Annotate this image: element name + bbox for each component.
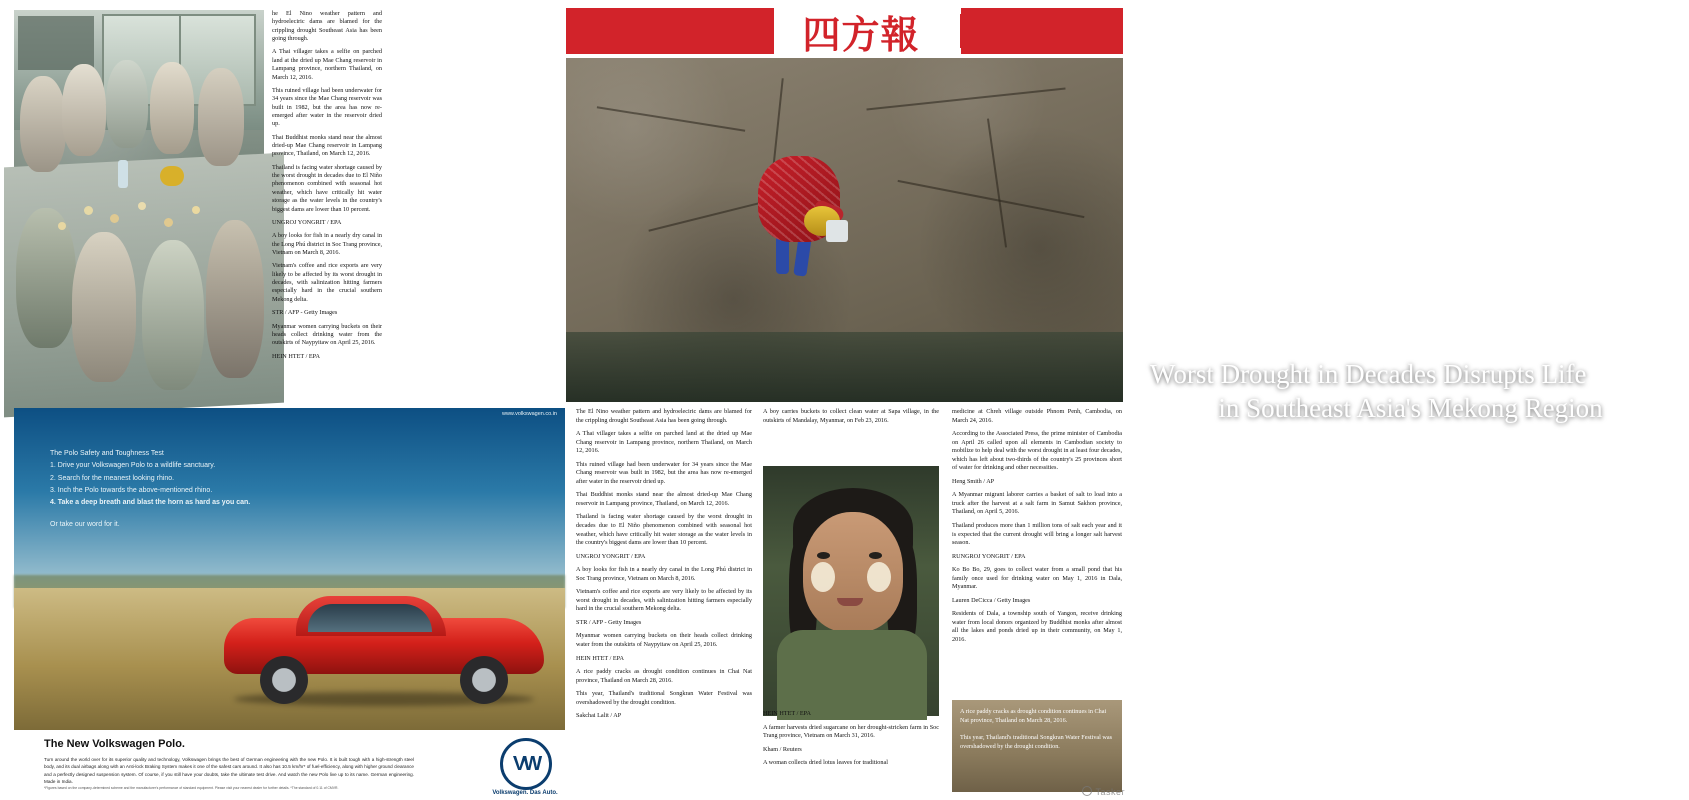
column-b (763, 408, 939, 430)
ad-tagline: Volkswagen. Das Auto. (492, 790, 558, 796)
paragraph: medicine at Chreh village outside Phnom Penh, Cambodia, on March 24, 2016. (952, 408, 1122, 424)
dough-ball (110, 214, 119, 223)
photo-credit: Kham / Reuters (763, 745, 802, 753)
paragraph: Ko Bo Bo, 29, goes to collect water from a small pond that his family once used for drinking water on May 1, 2016 in Dala, Myanmar. (952, 566, 1122, 591)
photo-credit: STR / AFP - Getty Images (272, 309, 338, 317)
watermark-icon (1082, 786, 1092, 796)
ad-copy-line: 1. Drive your Volkswagen Polo to a wildlife sanctuary. (50, 462, 216, 470)
photo-credit: RUNGROJ YONGRIT / EPA (952, 552, 1026, 560)
worker-figure (106, 60, 148, 148)
worker-figure (20, 76, 66, 172)
photo-credit: Heng Smith / AP (952, 477, 995, 485)
paragraph: Thailand is facing water shortage caused by the worst drought in decades due to El Niño phenomenon combined with seasonal hot weather, which have critically hit water storage as the water levels in the country's biggest dams are lower than 10 percent. (576, 513, 752, 547)
mouth (837, 598, 863, 606)
paragraph: Myanmar women carrying buckets on their heads collect drinking water from the outskirts of Naypyitaw on April 25, 2016. (272, 322, 382, 347)
photo-credit: HEIN HTET / EPA (272, 352, 320, 360)
ad-copy-line: The Polo Safety and Toughness Test (50, 450, 164, 457)
paragraph: A woman collects dried lotus leaves for traditional (763, 759, 888, 767)
headline-line-2: in Southeast Asia's Mekong Region (1218, 392, 1603, 423)
masthead-red-block-right (961, 8, 1123, 54)
paragraph: A rice paddy cracks as drought condition continues in Chai Nat province, Thailand on March 28, 2016. (576, 668, 752, 684)
ad-headline: The New Volkswagen Polo. (44, 738, 185, 750)
photo-credit: Lauren DeCicca / Getty Images (952, 596, 1031, 604)
paragraph: Residents of Dala, a township south of Yangon, receive drinking water from local donors organized by Buddhist monks after almost all the lakes and ponds dried up in their community, on May 1, 2016. (952, 610, 1122, 644)
worker-figure (62, 64, 106, 156)
clothing (777, 630, 927, 720)
photo-credit: Sakchai Lalit / AP (576, 712, 622, 720)
dough-ball (138, 202, 146, 210)
car-illustration (224, 596, 544, 706)
worker-figure (142, 240, 204, 390)
ad-copy (50, 448, 300, 532)
dough-ball (192, 206, 200, 214)
hood-shape (18, 16, 94, 70)
paragraph: he El Nino weather pattern and hydroeleciric dams are blamed for the crippling drought Southeast Asia has been going through. (272, 10, 382, 43)
ad-copy-line: 3. Inch the Polo towards the above-mentioned rhino. (50, 486, 213, 494)
masthead-rule-right (960, 14, 967, 48)
thanaka-paste-cheek (867, 562, 891, 592)
paragraph: According to the Associated Press, the prime minister of Cambodia on April 26 called upon all elements in Cambodian society to mobilize to help deal with the worst drought in at least four decades, which has left about two-thirds of the country's 25 provinces short of water for drinking and other necessities. (952, 430, 1122, 472)
caption-line: This year, Thailand's traditional Songkran Water Festival was overshadowed by the drought condition. (960, 733, 1113, 750)
photo-caption-overlay (952, 700, 1122, 792)
paragraph: Thai Buddhist monks stand near the almost dried-up Mae Chang reservoir in Lampang province, Thailand, on March 12, 2016. (272, 133, 382, 158)
column-top-middle (272, 10, 382, 402)
headline-line-1: Worst Drought in Decades Disrupts Life (1150, 359, 1587, 389)
ad-body-copy: Turn around the world over for its superior quality and technology, Volkswagen brings the best of German engineering with the new Polo. It is built tough with a high-strength steel body, and its dual airbags along with an Anti-lock Braking System makes it one of the safest cars around. It also has 10.5 km/hr* of fuel-efficiency, along with higher ground clearance and a perfectly designed suspension system. Of course, if you still have your doubts, take the ultimate test drive. And watch the new Polo live up to its name. German engineering. Made in India. (44, 757, 414, 785)
ad-copy-line: 2. Search for the meanest looking rhino. (50, 474, 175, 482)
volkswagen-logo-icon: VW (500, 738, 552, 790)
paragraph: Thailand produces more than 1 million tons of salt each year and it is expected that the current drought will bring a longer salt harvest season. (952, 522, 1122, 547)
paragraph: A boy looks for fish in a nearly dry canal in the Long Phú district in Soc Trang province, Vietnam on March 8, 2016. (272, 232, 382, 256)
newspaper-title: 四方報 (802, 12, 920, 57)
paragraph: This ruined village had been underwater for 34 years since the Mae Chang reservoir was built in 1982, but the area has now re-emerged after water in the reservoir dried up. (272, 86, 382, 128)
paragraph: The El Nino weather pattern and hydroeleciric dams are blamed for the crippling drought Southeast Asia has been going through. (576, 408, 752, 424)
column-b-lower (763, 710, 939, 773)
paragraph: A Thai villager takes a selfie on parched land at the dried up Mae Chang reservoir in Lampang province, northern Thailand, on March 12, 2016. (272, 48, 382, 81)
paragraph: Thai Buddhist monks stand near the almost dried-up Mae Chang reservoir in Lampang province, Thailand, on March 12, 2016. (576, 491, 752, 507)
caption-line: A rice paddy cracks as drought condition continues in Chai Nat province, Thailand on March 28, 2016. (960, 708, 1107, 724)
paragraph: Myanmar women carrying buckets on their heads collect drinking water from the outskirts of Naypyitaw on April 25, 2016. (576, 632, 752, 649)
paragraph: A Thai villager takes a selfie on parched land at the dried up Mae Chang reservoir in Lampang province, northern Thailand, on March 12, 2016. (576, 430, 752, 455)
paragraph: This ruined village had been underwater for 34 years since the Mae Chang reservoir was built in 1982, but the area has now re-emerged after water in the reservoir dried up. (576, 460, 752, 485)
photo-credit: UNGROJ YONGRIT / EPA (272, 218, 342, 226)
photo-credit: HEIN HTET / EPA (576, 654, 624, 662)
worker-figure (16, 208, 76, 348)
car-wheel (260, 656, 308, 704)
hero-headline (1132, 358, 1689, 426)
dough-ball (84, 206, 93, 215)
thanaka-paste-cheek (811, 562, 835, 592)
column-a (576, 408, 752, 792)
paragraph: Thailand is facing water shortage caused by the worst drought in decades due to El Niño phenomenon combined with seasonal hot weather, which have critically hit water storage as the water levels in the country's biggest dams are lower than 10 percent. (272, 163, 382, 213)
car-wheel (460, 656, 508, 704)
eye (869, 552, 882, 559)
bottle (118, 160, 128, 188)
teapot (160, 166, 184, 186)
watermark (1082, 786, 1125, 797)
shallow-water (566, 332, 1123, 402)
paragraph: Vietnam's coffee and rice exports are very likely to be affected by its worst drought in decades, with salinization hitting farmers especially hard in the crucial southern Mekong delta. (272, 262, 382, 303)
ad-copy-line: 4. Take a deep breath and blast the horn as hard as you can. (50, 499, 251, 506)
ad-legal-text: *Figures based on the company-determined scheme and the manufacturer's performance of standard equipment. Please visit your nearest dealer for further details. *The standard of 0.11 of CMVR. (44, 786, 339, 790)
worker-figure (150, 62, 194, 154)
photo-credit: HEIN HTET / EPA (763, 710, 811, 717)
ad-copy-line: Or take our word for it. (50, 521, 120, 529)
masthead (566, 8, 1123, 58)
paragraph: A boy carries buckets to collect clean water at Sapa village, in the outskirts of Mandalay, Myanmar, on Feb 23, 2016. (763, 408, 939, 424)
worker-figure (198, 68, 244, 166)
woman-collecting-water (752, 146, 848, 272)
photo-girl-thanaka (763, 466, 939, 716)
advertisement-volkswagen (14, 408, 565, 796)
photo-kitchen-workers (14, 10, 264, 400)
paragraph: A farmer harvests dried sugarcane on her drought-stricken farm in Soc Trang province, Vietnam on March 31, 2016. (763, 723, 939, 740)
paragraph: Vietnam's coffee and rice exports are very likely to be affected by its worst drought in decades, with salinization hitting farmers especially hard in the crucial southern Mekong delta. (576, 588, 752, 613)
photo-credit: STR / AFP - Getty Images (576, 618, 642, 626)
paragraph: A Myanmar migrant laborer carries a basket of salt to load into a truck after the harvest at a salt farm in Samut Sakhon province, Thailand, on April 5, 2016. (952, 491, 1122, 516)
photo-credit: UNGROJ YONGRIT / EPA (576, 552, 646, 560)
ad-photo (14, 408, 565, 730)
watermark-label: Tasker (1095, 787, 1125, 797)
eye (817, 552, 830, 559)
worker-figure (206, 220, 264, 378)
photo-cracked-paddy (952, 700, 1122, 792)
car-window (308, 604, 432, 632)
column-c (952, 408, 1122, 650)
paragraph: A boy looks for fish in a nearly dry canal in the Long Phú district in Soc Trang province, Vietnam on March 8, 2016. (576, 566, 752, 582)
paragraph: This year, Thailand's traditional Songkran Water Festival was overshadowed by the drought condition. (576, 690, 752, 706)
ad-url[interactable]: www.volkswagen.co.in (501, 411, 557, 417)
masthead-rule-left (742, 14, 749, 48)
dough-ball (58, 222, 66, 230)
worker-figure (72, 232, 136, 382)
water-container (826, 220, 848, 242)
dough-ball (164, 218, 173, 227)
